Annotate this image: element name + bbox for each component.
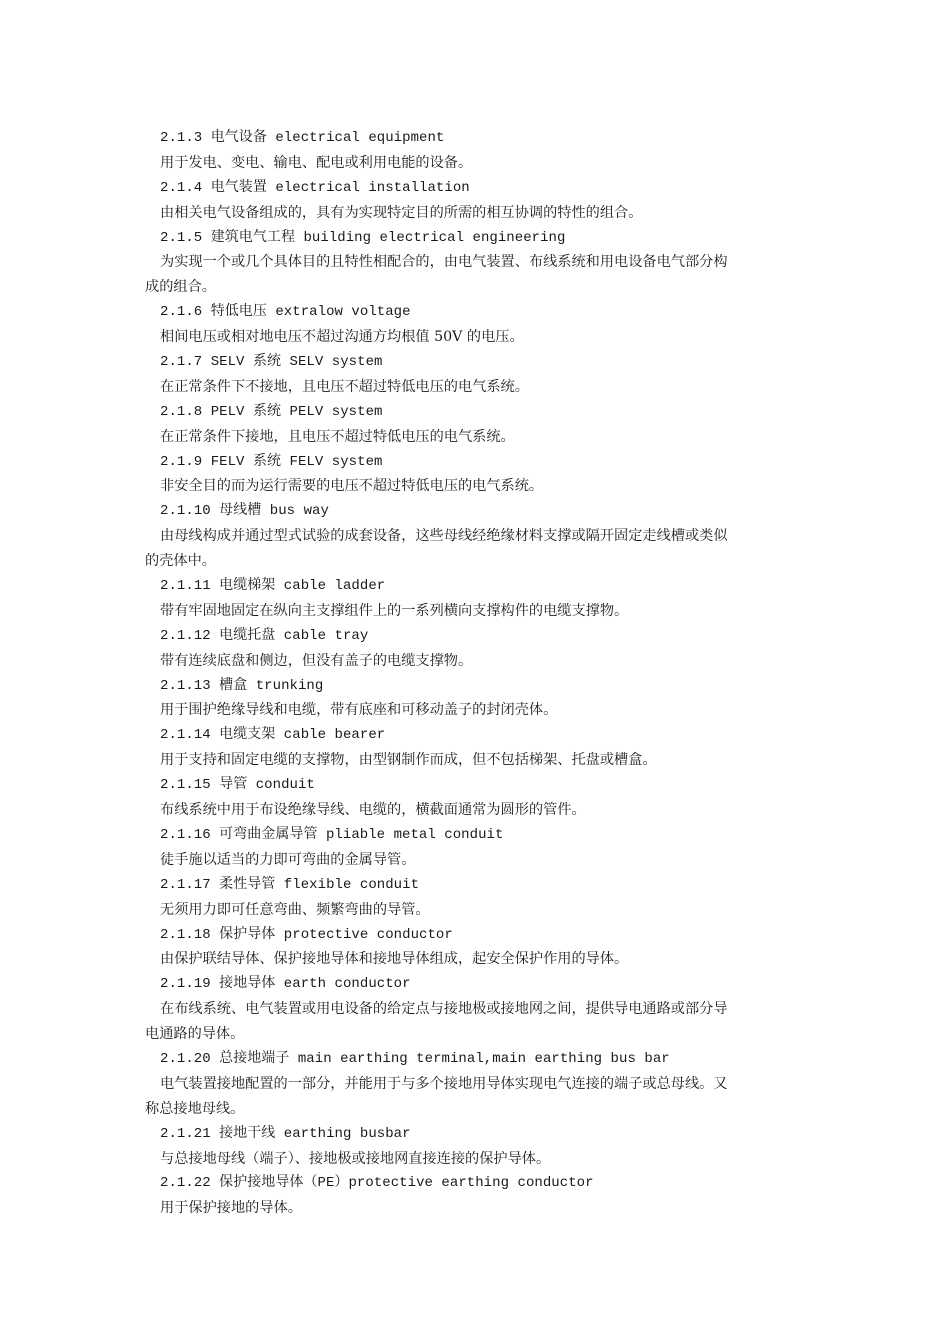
term-heading: 2.1.9 FELV 系统 FELV system [160,453,383,470]
term-heading: 2.1.18 保护导体 protective conductor [160,926,453,943]
definition-text: 为实现一个或几个具体目的且特性相配合的，由电气装置、布线系统和用电设备电气部分构 [160,254,728,271]
definition-continuation: 电通路的导体。 [145,1026,245,1043]
definition-text: 相间电压或相对地电压不超过沟通方均根值 50V 的电压。 [160,329,524,346]
definition-text: 非安全目的而为运行需要的电压不超过特低电压的电气系统。 [160,478,544,495]
definition-continuation: 称总接地母线。 [145,1100,245,1117]
term-heading: 2.1.6 特低电压 extralow voltage [160,304,411,321]
definition-text: 由相关电气设备组成的，具有为实现特定目的所需的相互协调的特性的组合。 [160,204,643,221]
definition-text: 与总接地母线（端子）、接地极或接地网直接连接的保护导体。 [160,1150,551,1167]
definition-text: 无须用力即可任意弯曲、频繁弯曲的导管。 [160,901,430,918]
document-body [145,126,805,1221]
term-heading: 2.1.17 柔性导管 flexible conduit [160,876,420,893]
definition-text: 在正常条件下接地，且电压不超过特低电压的电气系统。 [160,428,515,445]
definition-text: 用于围护绝缘导线和电缆，带有底座和可移动盖子的封闭壳体。 [160,702,558,719]
term-heading: 2.1.7 SELV 系统 SELV system [160,354,383,371]
definition-text: 电气装置接地配置的一部分，并能用于与多个接地用导体实现电气连接的端子或总母线。又 [160,1075,728,1092]
term-heading: 2.1.16 可弯曲金属导管 pliable metal conduit [160,826,504,843]
definition-text: 由母线构成并通过型式试验的成套设备，这些母线经绝缘材料支撑或隔开固定走线槽或类似 [160,528,728,545]
definition-continuation: 成的组合。 [145,279,216,296]
definition-text: 用于发电、变电、输电、配电或利用电能的设备。 [160,154,473,171]
term-heading: 2.1.11 电缆梯架 cable ladder [160,578,386,595]
term-heading: 2.1.14 电缆支架 cable bearer [160,727,386,744]
term-heading: 2.1.13 槽盒 trunking [160,677,324,694]
term-heading: 2.1.20 总接地端子 main earthing terminal,main earthing bus bar [160,1050,670,1067]
term-heading: 2.1.5 建筑电气工程 building electrical engineering [160,229,566,246]
term-heading: 2.1.10 母线槽 bus way [160,503,329,520]
definition-continuation: 的壳体中。 [145,553,216,570]
definition-text: 徒手施以适当的力即可弯曲的金属导管。 [160,851,416,868]
definition-text: 在布线系统、电气装置或用电设备的给定点与接地极或接地网之间，提供导电通路或部分导 [160,1001,728,1018]
definition-text: 由保护联结导体、保护接地导体和接地导体组成，起安全保护作用的导体。 [160,951,629,968]
term-heading: 2.1.21 接地干线 earthing busbar [160,1125,411,1142]
definition-text: 布线系统中用于布设绝缘导线、电缆的，横截面通常为圆形的管件。 [160,802,586,819]
term-heading: 2.1.8 PELV 系统 PELV system [160,403,383,420]
term-heading: 2.1.3 电气设备 electrical equipment [160,130,445,146]
definition-text: 用于保护接地的导体。 [160,1200,302,1217]
term-heading: 2.1.4 电气装置 electrical installation [160,179,470,196]
definition-text: 带有连续底盘和侧边，但没有盖子的电缆支撑物。 [160,652,473,669]
term-heading: 2.1.22 保护接地导体（PE）protective earthing conductor [160,1175,594,1192]
term-heading: 2.1.15 导管 conduit [160,777,315,794]
definition-text: 用于支持和固定电缆的支撑物，由型钢制作而成，但不包括梯架、托盘或槽盒。 [160,752,657,769]
definition-text: 在正常条件下不接地，且电压不超过特低电压的电气系统。 [160,378,529,395]
term-heading: 2.1.19 接地导体 earth conductor [160,976,411,993]
definition-text: 带有牢固地固定在纵向主支撑组件上的一系列横向支撑构件的电缆支撑物。 [160,602,629,619]
term-heading: 2.1.12 电缆托盘 cable tray [160,627,369,644]
